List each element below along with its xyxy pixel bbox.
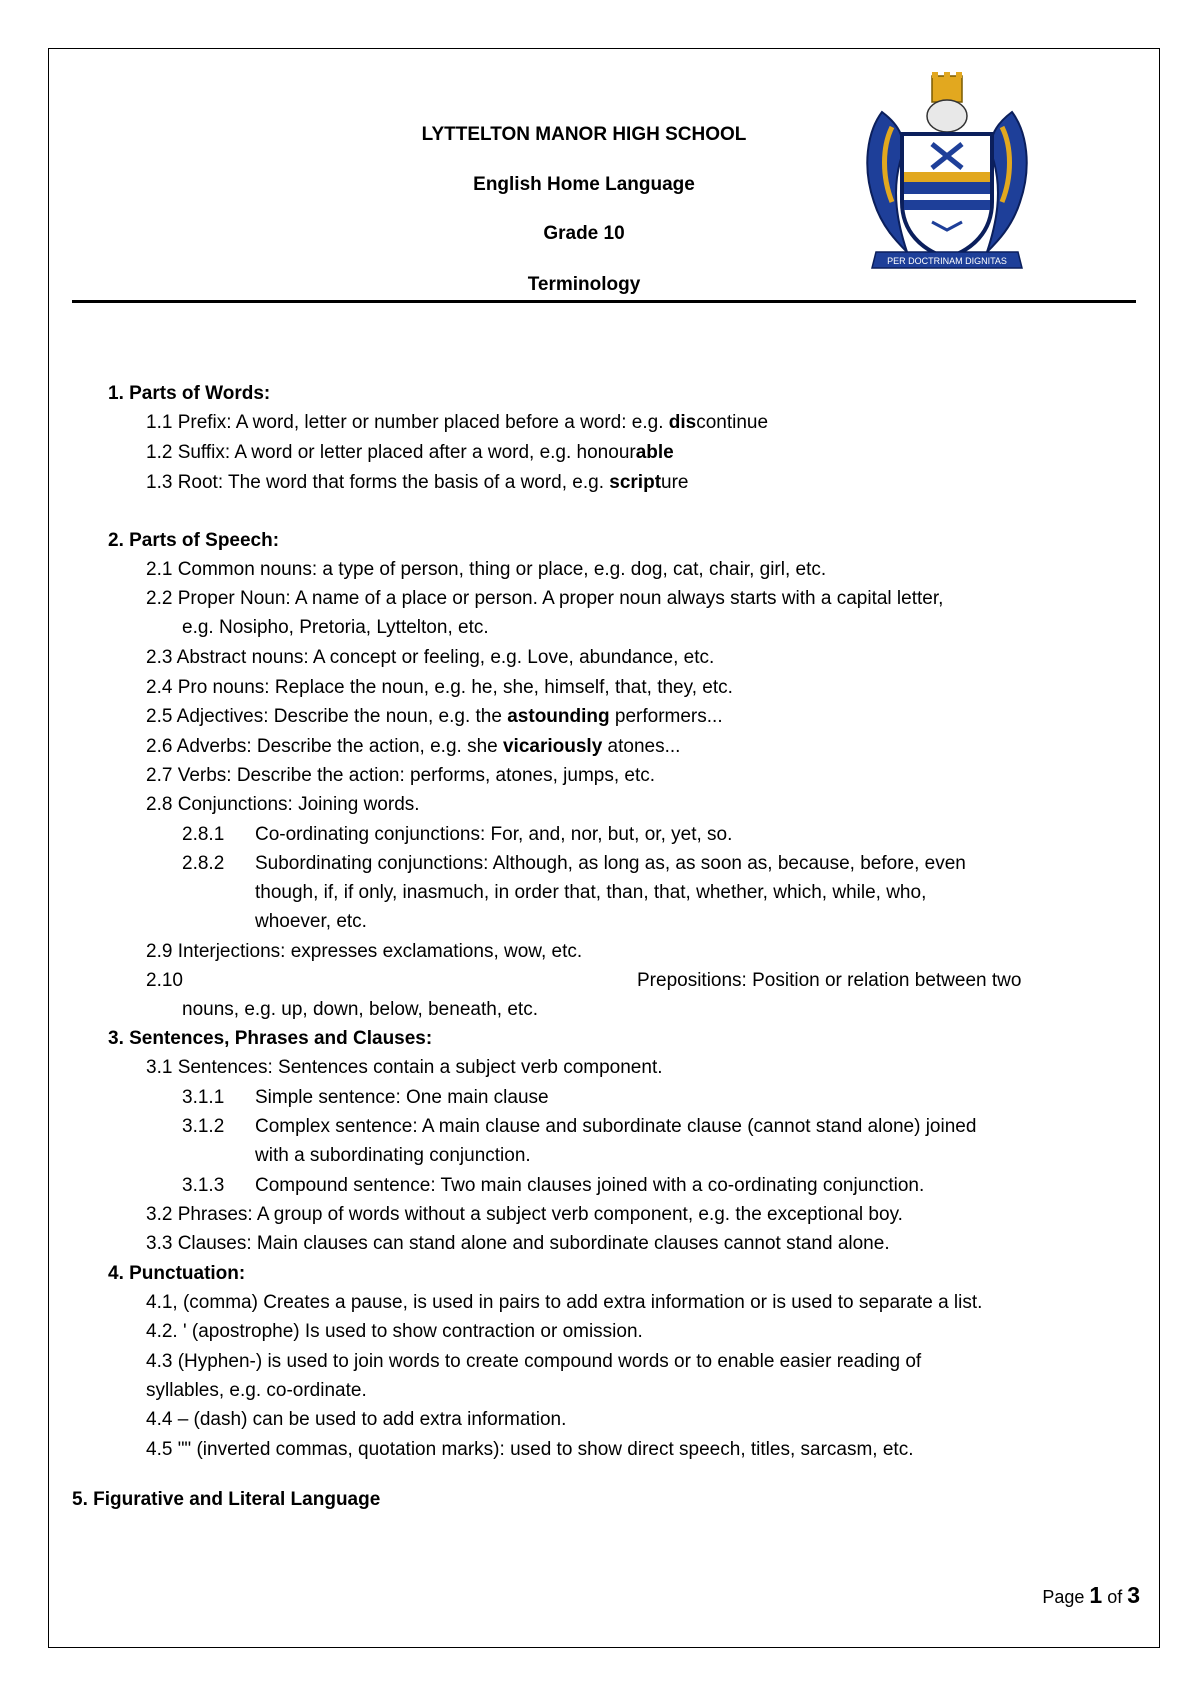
list-item: 2.2 Proper Noun: A name of a place or person. A proper noun always starts with a capital letter, [146, 588, 944, 609]
sub-item-number: 3.1.1 [182, 1087, 225, 1108]
sub-item: Complex sentence: A main clause and subordinate clause (cannot stand alone) joined [255, 1116, 977, 1137]
list-item: 2.8 Conjunctions: Joining words. [146, 794, 420, 815]
document-title: Terminology [527, 274, 641, 295]
list-item: 3.3 Clauses: Main clauses can stand alone and subordinate clauses cannot stand alone. [146, 1233, 890, 1254]
list-item: 2.4 Pro nouns: Replace the noun, e.g. he, she, himself, that, they, etc. [146, 677, 733, 698]
list-item: 1.2 Suffix: A word or letter placed after a word, e.g. honourable [146, 442, 674, 463]
sub-item-number: 3.1.3 [182, 1175, 225, 1196]
sub-item-number: 3.1.2 [182, 1116, 225, 1137]
page-number: Page 1 of 3 [1042, 1582, 1140, 1608]
sub-item: Subordinating conjunctions: Although, as long as, as soon as, because, before, even [255, 853, 966, 874]
list-item: 2.5 Adjectives: Describe the noun, e.g. the astounding performers... [146, 706, 723, 727]
section-4-heading: 4. Punctuation: [108, 1263, 246, 1284]
list-item: 1.3 Root: The word that forms the basis of a word, e.g. scripture [146, 472, 689, 493]
section-3-heading: 3. Sentences, Phrases and Clauses: [108, 1028, 433, 1049]
list-item-continuation: nouns, e.g. up, down, below, beneath, etc. [182, 999, 538, 1020]
sub-item-continuation: with a subordinating conjunction. [255, 1145, 531, 1166]
list-item: 2.3 Abstract nouns: A concept or feeling, e.g. Love, abundance, etc. [146, 647, 715, 668]
list-item: 4.2. ' (apostrophe) Is used to show contraction or omission. [146, 1321, 643, 1342]
section-5-heading: 5. Figurative and Literal Language [72, 1489, 381, 1510]
sub-item-number: 2.8.2 [182, 853, 225, 874]
crest-motto: PER DOCTRINAM DIGNITAS [887, 256, 1007, 266]
sub-item-continuation: though, if, if only, inasmuch, in order that, than, that, whether, which, while, who, [255, 882, 927, 903]
section-2-heading: 2. Parts of Speech: [108, 530, 280, 551]
list-item: 2.1 Common nouns: a type of person, thing or place, e.g. dog, cat, chair, girl, etc. [146, 559, 827, 580]
list-item: 4.3 (Hyphen-) is used to join words to create compound words or to enable easier reading of [146, 1351, 922, 1372]
list-item: 2.9 Interjections: expresses exclamations, wow, etc. [146, 941, 583, 962]
list-item: 3.2 Phrases: A group of words without a subject verb component, e.g. the exceptional boy. [146, 1204, 903, 1225]
list-item: 4.5 "" (inverted commas, quotation marks): used to show direct speech, titles, sarcasm, etc. [146, 1439, 914, 1460]
list-item: 2.6 Adverbs: Describe the action, e.g. she vicariously atones... [146, 736, 681, 757]
grade-label: Grade 10 [543, 223, 625, 244]
list-item: Prepositions: Position or relation between two [637, 970, 1022, 991]
list-item: 3.1 Sentences: Sentences contain a subject verb component. [146, 1057, 663, 1078]
section-1-heading: 1. Parts of Words: [108, 383, 271, 404]
sub-item: Co-ordinating conjunctions: For, and, nor, but, or, yet, so. [255, 824, 733, 845]
list-item: 2.7 Verbs: Describe the action: performs, atones, jumps, etc. [146, 765, 656, 786]
school-name: LYTTELTON MANOR HIGH SCHOOL [421, 124, 747, 145]
sub-item: Compound sentence: Two main clauses joined with a co-ordinating conjunction. [255, 1175, 925, 1196]
header-rule [72, 300, 1136, 303]
sub-item: Simple sentence: One main clause [255, 1087, 549, 1108]
list-item: 1.1 Prefix: A word, letter or number placed before a word: e.g. discontinue [146, 412, 769, 433]
sub-item-number: 2.8.1 [182, 824, 225, 845]
list-item-continuation: syllables, e.g. co-ordinate. [146, 1380, 367, 1401]
sub-item-continuation: whoever, etc. [255, 911, 367, 932]
list-item-continuation: e.g. Nosipho, Pretoria, Lyttelton, etc. [182, 617, 489, 638]
subject-name: English Home Language [473, 174, 695, 195]
list-item-number: 2.10 [146, 970, 183, 991]
list-item: 4.4 – (dash) can be used to add extra information. [146, 1409, 567, 1430]
school-crest-icon [862, 72, 1032, 280]
list-item: 4.1, (comma) Creates a pause, is used in pairs to add extra information or is used to separate a list. [146, 1292, 983, 1313]
